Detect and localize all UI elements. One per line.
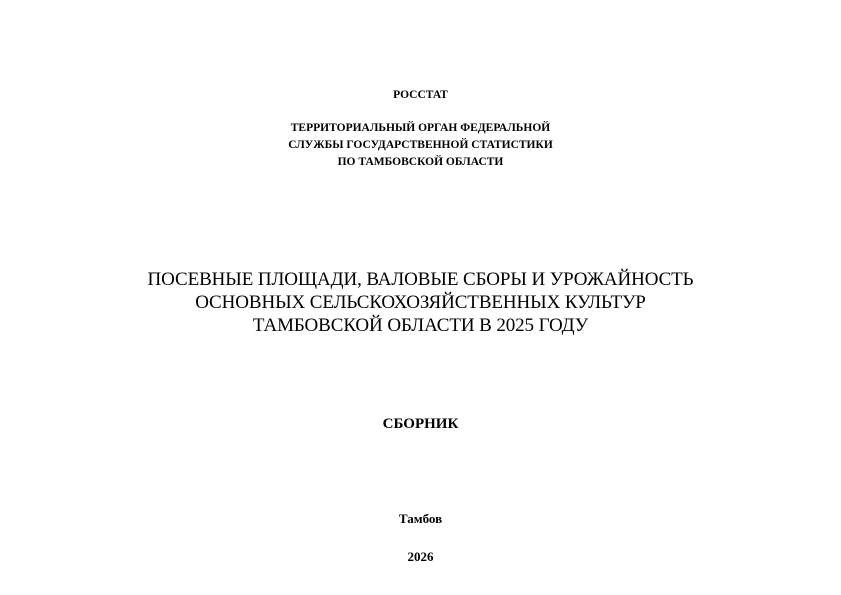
- publication-year: 2026: [407, 549, 434, 564]
- publication-city: Тамбов: [398, 511, 443, 526]
- agency-name: РОССТАТ: [393, 89, 448, 101]
- title-line-1: ПОСЕВНЫЕ ПЛОЩАДИ, ВАЛОВЫЕ СБОРЫ И УРОЖАЙНОСТЬ: [147, 269, 694, 290]
- organization-line-3: ПО ТАМБОВСКОЙ ОБЛАСТИ: [337, 156, 504, 168]
- organization-line-1: ТЕРРИТОРИАЛЬНЫЙ ОРГАН ФЕДЕРАЛЬНОЙ: [290, 122, 551, 134]
- publication-type: СБОРНИК: [382, 416, 459, 432]
- title-line-2: ОСНОВНЫХ СЕЛЬСКОХОЗЯЙСТВЕННЫХ КУЛЬТУР: [195, 292, 646, 313]
- organization-line-2: СЛУЖБЫ ГОСУДАРСТВЕННОЙ СТАТИСТИКИ: [288, 139, 553, 151]
- title-line-3: ТАМБОВСКОЙ ОБЛАСТИ В 2025 ГОДУ: [252, 315, 589, 336]
